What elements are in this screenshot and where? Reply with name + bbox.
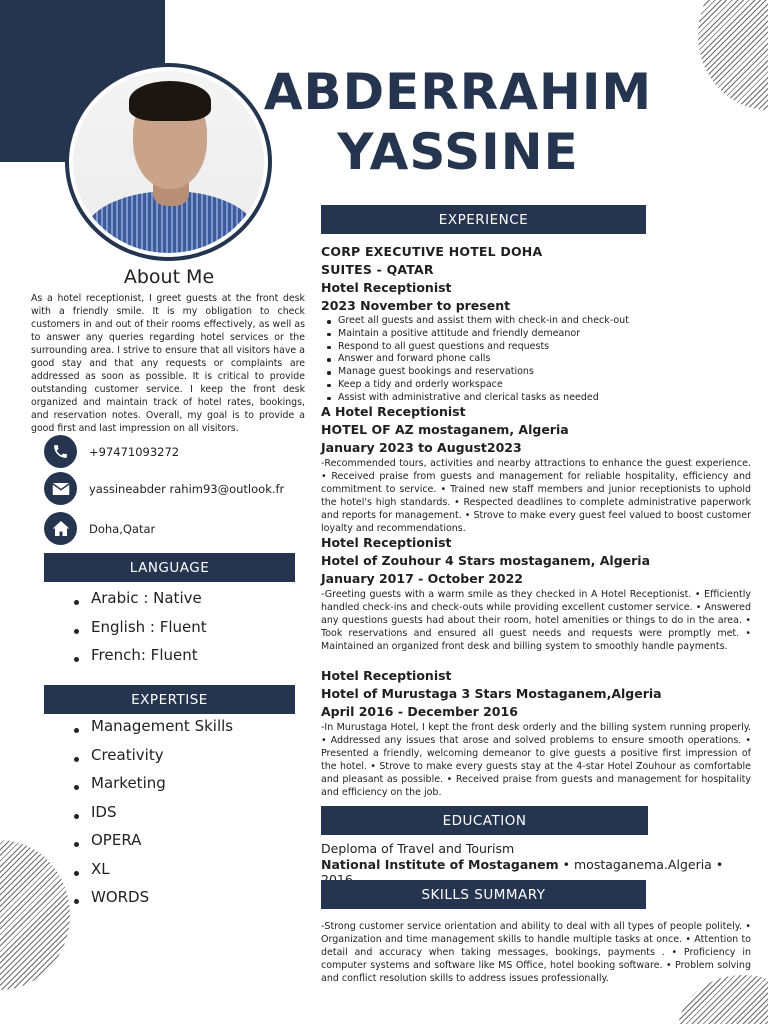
job-role: A Hotel Receptionist: [321, 404, 466, 419]
job-task-list: [325, 315, 751, 405]
job-company-location: SUITES - QATAR: [321, 262, 434, 277]
skills-header: SKILLS SUMMARY: [321, 880, 646, 909]
job-description: -In Murustaga Hotel, I kept the front desk orderly and the billing system running properly. • Addressed any issues that arose and solved problems to ensure smooth operations. • Presented a friendly, welcoming demeanor to give guests a positive first impression of the hotel. • Strove to make every guests stay at the 4-star Hotel Zouhour as comfortable and pleasant as possible. • Received praise from guests and management for hospitality and efficiency on the job.: [321, 722, 751, 798]
expertise-header: EXPERTISE: [44, 685, 295, 714]
contact-phone: [44, 435, 179, 468]
envelope-icon: [44, 472, 77, 505]
experience-job-2: [321, 403, 751, 535]
language-item: French: Fluent: [74, 646, 207, 675]
job-role: Hotel Receptionist: [321, 535, 452, 550]
job-company: HOTEL OF AZ mostaganem, Algeria: [321, 422, 569, 437]
expertise-item: WORDS: [74, 888, 233, 917]
expertise-item: OPERA: [74, 831, 233, 860]
job-company: CORP EXECUTIVE HOTEL DOHA: [321, 244, 543, 259]
experience-job-3: [321, 534, 751, 654]
job-task: Maintain a positive attitude and friendly demeanor: [325, 328, 751, 341]
job-task: Manage guest bookings and reservations: [325, 366, 751, 379]
education-details: • mostaganema.Algeria •: [562, 857, 724, 872]
job-role: Hotel Receptionist: [321, 668, 452, 683]
job-description: -Greeting guests with a warm smile as they checked in A Hotel Receptionist. • Efficiently handled check-ins and check-outs while providing excellent customer service. • Answered any questions guests had about their room, hotel amenities or things to do in the area. • Took reservations and ensured all guest needs and requests were promptly met. • Maintained an organized front desk and billing system to smoothly handle payments.: [321, 589, 751, 652]
expertise-item: Creativity: [74, 746, 233, 775]
job-task: Answer and forward phone calls: [325, 353, 751, 366]
experience-job-4: [321, 667, 751, 799]
candidate-name: [263, 62, 653, 182]
expertise-item: IDS: [74, 803, 233, 832]
language-list: [74, 589, 207, 675]
expertise-list: [74, 717, 233, 917]
name-last: YASSINE: [337, 123, 579, 181]
profile-photo: [65, 63, 272, 261]
language-item: Arabic : Native: [74, 589, 207, 618]
job-task: Assist with administrative and clerical tasks as needed: [325, 392, 751, 405]
about-title: About Me: [123, 266, 215, 288]
experience-job-1: [321, 243, 751, 405]
contact-email: [44, 472, 284, 505]
job-dates: April 2016 - December 2016: [321, 704, 518, 719]
job-task: Respond to all guest questions and requests: [325, 341, 751, 354]
home-icon: [44, 512, 77, 545]
decorative-hatched-circle-bottom-left: [0, 840, 70, 990]
email-address[interactable]: yassineabder rahim93@outlook.fr: [89, 481, 285, 496]
job-dates: 2023 November to present: [321, 298, 511, 313]
skills-text: -Strong customer service orientation and ability to deal with all types of people politely. • Organization and time management skills to handle multiple tasks at once. • Attention to detail and accuracy when taking messages, bookings, payments . • Proficiency in computer systems and software like MS Office, hotel booking software. • Problem solving and conflict resolution skills to address issues professionally.: [321, 921, 751, 984]
job-task: Greet all guests and assist them with check-in and check-out: [325, 315, 751, 328]
phone-number[interactable]: +97471093272: [89, 444, 180, 459]
contact-location: [44, 512, 155, 545]
expertise-item: Management Skills: [74, 717, 233, 746]
job-dates: January 2017 - October 2022: [321, 571, 523, 586]
phone-icon: [44, 435, 77, 468]
expertise-item: Marketing: [74, 774, 233, 803]
language-header: LANGUAGE: [44, 553, 295, 582]
job-task: Keep a tidy and orderly workspace: [325, 379, 751, 392]
job-role: Hotel Receptionist: [321, 280, 452, 295]
about-text: As a hotel receptionist, I greet guests at the front desk with a friendly smile. It is my obligation to check customers in and out of their rooms effectively, as well as to answer any queries regarding hotel services or the surrounding area. I strive to ensure that all visitors have a good stay and that any requests or complaints are addressed as soon as possible. It is critical to provide outstanding customer service. I keep the front desk organized and maintain track of hotel rates, bookings, and reservation notes. Overall, my goal is to provide a good first and last impression on all visitors.: [31, 293, 305, 434]
job-company: Hotel of Murustaga 3 Stars Mostaganem,Algeria: [321, 686, 662, 701]
education-degree: Deploma of Travel and Tourism: [321, 841, 515, 856]
job-company: Hotel of Zouhour 4 Stars mostaganem, Algeria: [321, 553, 651, 568]
education-header: EDUCATION: [321, 806, 648, 835]
job-description: -Recommended tours, activities and nearby attractions to enhance the guest experience. • Received praise from guests and management for reliable hospitality, efficiency and commitment to service. • Trained new staff members and junior receptionists to uphold the hotel's high standards. • Respected deadlines to complete administrative paperwork and reports for management. • Strove to make every guest feel valued to boost customer loyalty and recommendations.: [321, 458, 751, 534]
decorative-hatched-circle-top-right: [698, 0, 768, 110]
job-dates: January 2023 to August2023: [321, 440, 522, 455]
expertise-item: XL: [74, 860, 233, 889]
language-item: English : Fluent: [74, 618, 207, 647]
experience-header: EXPERIENCE: [321, 205, 646, 234]
name-first: ABDERRAHIM: [263, 63, 653, 121]
education-institute: National Institute of Mostaganem: [321, 857, 559, 872]
location-text: Doha,Qatar: [89, 521, 156, 536]
